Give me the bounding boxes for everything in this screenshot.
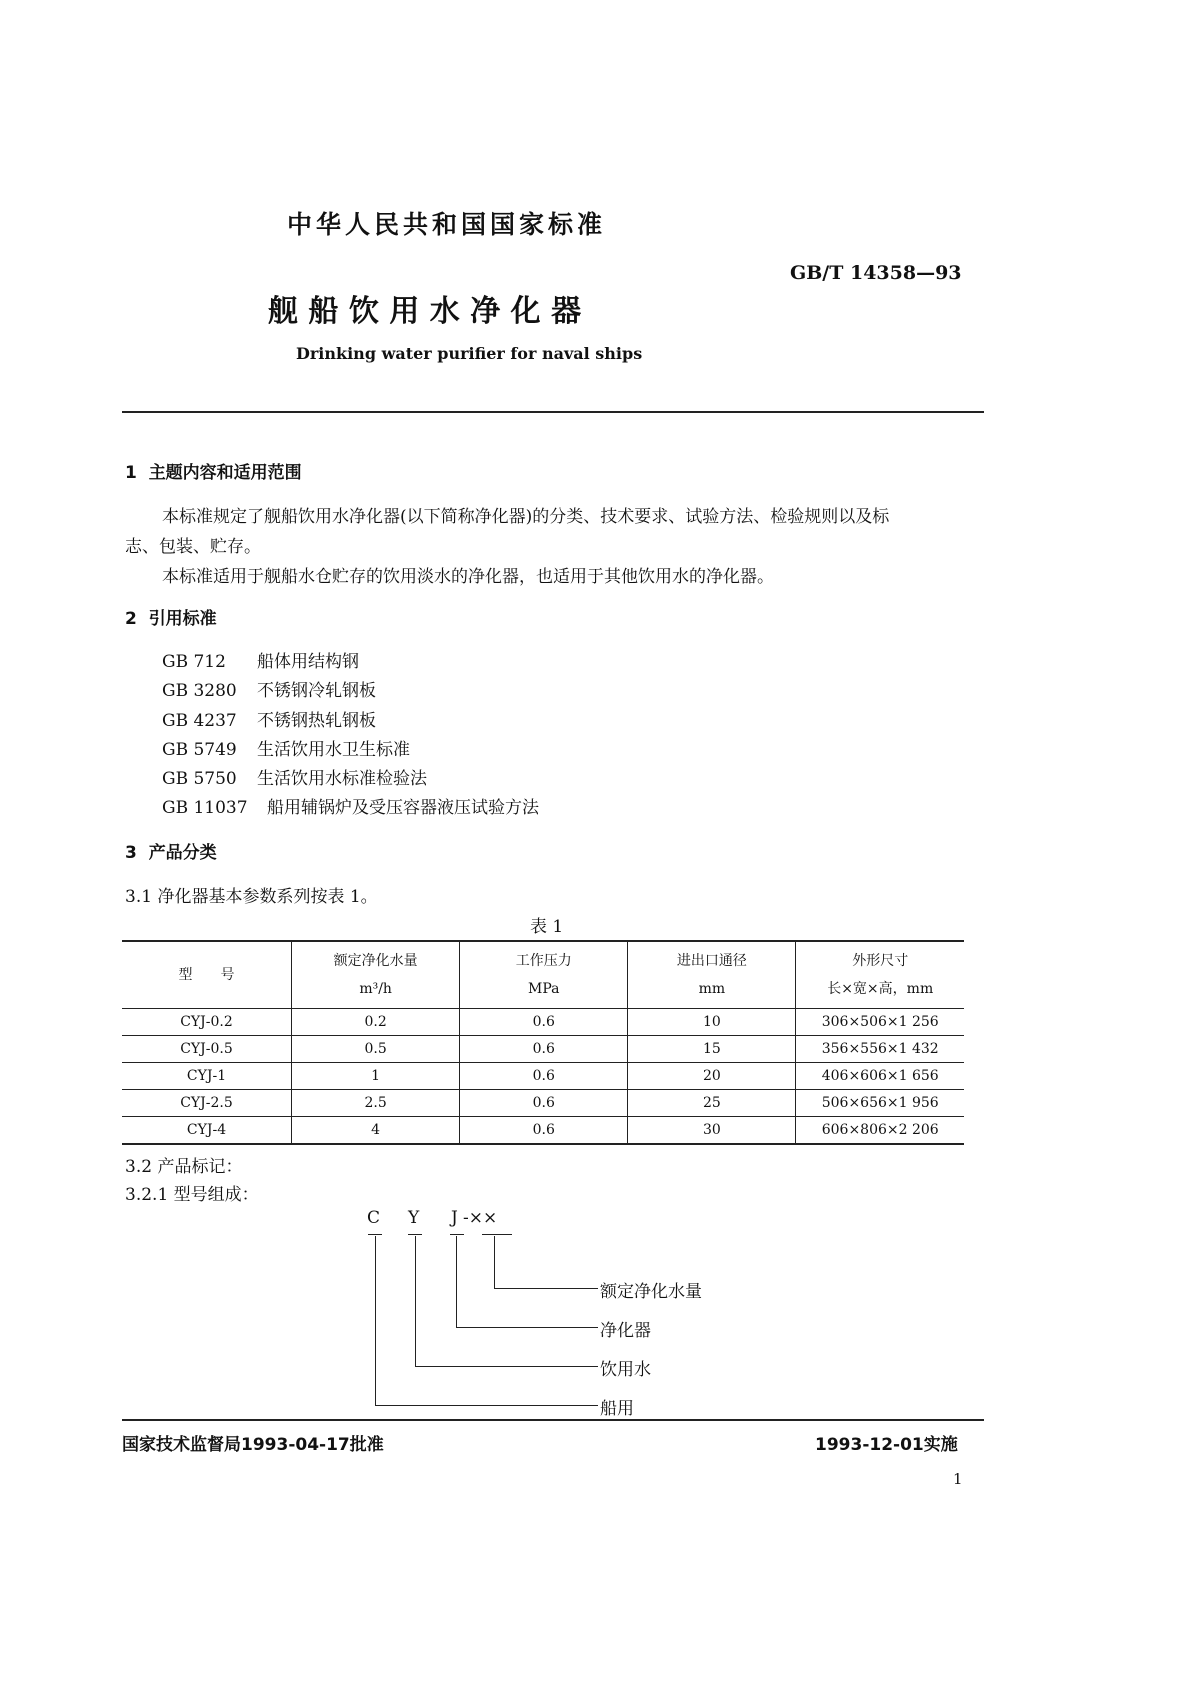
diagram-connector <box>415 1236 416 1366</box>
english-title: Drinking water purifier for naval ships <box>296 344 643 363</box>
table-cell: 606×806×2 206 <box>796 1117 964 1145</box>
table-header-row <box>122 941 964 1009</box>
clause-3-2: 3.2 产品标记： <box>125 1157 243 1177</box>
footer-divider <box>122 1419 984 1421</box>
section-1-heading <box>125 458 302 483</box>
reference-list <box>162 648 539 824</box>
table-cell: 306×506×1 256 <box>796 1009 964 1036</box>
diagram-connector <box>375 1405 598 1406</box>
reference-item <box>162 677 539 706</box>
section-title: 主题内容和适用范围 <box>148 463 302 483</box>
diagram-label: 饮用水 <box>600 1360 651 1380</box>
reference-item <box>162 794 539 823</box>
table-cell: 0.5 <box>292 1036 460 1063</box>
section-number: 2 <box>125 609 137 629</box>
table-cell: CYJ-4 <box>122 1117 292 1145</box>
reference-item <box>162 648 539 677</box>
diagram-connector <box>456 1327 598 1328</box>
approval-date: 国家技术监督局1993-04-17批准 <box>122 1435 384 1455</box>
column-header-unit: MPa <box>528 981 560 997</box>
table-cell: 0.6 <box>460 1063 628 1090</box>
column-header-label: 型 号 <box>178 967 235 983</box>
table-cell: 25 <box>628 1090 796 1117</box>
diagram-underline <box>482 1234 512 1235</box>
reference-item <box>162 736 539 765</box>
table-row <box>122 1117 964 1145</box>
diagram-connector <box>375 1236 376 1405</box>
table-cell: 1 <box>292 1063 460 1090</box>
table-cell: 10 <box>628 1009 796 1036</box>
section-title: 产品分类 <box>148 843 217 863</box>
table-row <box>122 1090 964 1117</box>
column-header <box>292 941 460 1009</box>
diagram-connector <box>494 1288 598 1289</box>
column-header-unit: 长×宽×高，mm <box>827 981 934 997</box>
page-number: 1 <box>953 1470 963 1488</box>
diagram-connector <box>494 1236 495 1288</box>
table-cell: 406×606×1 656 <box>796 1063 964 1090</box>
table-cell: 0.6 <box>460 1036 628 1063</box>
paragraph: 志、包装、贮存。 <box>125 537 261 557</box>
column-header <box>122 941 292 1009</box>
column-header-label: 额定净化水量 <box>333 953 418 969</box>
table-cell: CYJ-0.2 <box>122 1009 292 1036</box>
paragraph: 本标准适用于舰船水仓贮存的饮用淡水的净化器，也适用于其他饮用水的净化器。 <box>162 567 774 587</box>
table-cell: 30 <box>628 1117 796 1145</box>
table-row <box>122 1063 964 1090</box>
diagram-letter: J <box>451 1208 458 1228</box>
table-cell: 2.5 <box>292 1090 460 1117</box>
reference-name: 船用辅锅炉及受压容器液压试验方法 <box>267 798 539 819</box>
diagram-label: 船用 <box>600 1399 634 1419</box>
table-cell: 15 <box>628 1036 796 1063</box>
table-cell: 356×556×1 432 <box>796 1036 964 1063</box>
reference-name: 生活饮用水标准检验法 <box>257 769 427 790</box>
table-cell: CYJ-1 <box>122 1063 292 1090</box>
clause-3-1: 3.1 净化器基本参数系列按表 1。 <box>125 887 378 907</box>
column-header <box>796 941 964 1009</box>
paragraph: 本标准规定了舰船饮用水净化器(以下简称净化器)的分类、技术要求、试验方法、检验规则以及标 <box>162 507 890 527</box>
clause-3-2-1: 3.2.1 型号组成： <box>125 1185 259 1205</box>
diagram-connector <box>415 1366 598 1367</box>
table-cell: 4 <box>292 1117 460 1145</box>
section-3-heading <box>125 838 217 863</box>
section-number: 3 <box>125 843 137 863</box>
section-2-heading <box>125 604 217 629</box>
section-number: 1 <box>125 463 137 483</box>
diagram-underline <box>450 1234 464 1235</box>
reference-code: GB 3280 <box>162 681 237 702</box>
reference-name: 不锈钢热轧钢板 <box>257 710 376 731</box>
column-header <box>628 941 796 1009</box>
column-header-unit: m³/h <box>359 981 392 997</box>
table-caption: 表 1 <box>530 917 564 937</box>
reference-code: GB 5750 <box>162 769 237 790</box>
column-header-label: 外形尺寸 <box>852 953 909 969</box>
national-standard-heading: 中华人民共和国国家标准 <box>287 210 607 239</box>
column-header-unit: mm <box>698 981 726 997</box>
table-cell: 0.6 <box>460 1090 628 1117</box>
diagram-underline <box>368 1234 382 1235</box>
reference-name: 船体用结构钢 <box>257 652 359 672</box>
document-title: 舰 船 饮 用 水 净 化 器 <box>268 294 582 329</box>
table-row <box>122 1036 964 1063</box>
reference-code: GB 4237 <box>162 710 237 731</box>
diagram-letter: Y <box>408 1208 420 1228</box>
table-cell: 0.6 <box>460 1117 628 1145</box>
column-header <box>460 941 628 1009</box>
reference-name: 生活饮用水卫生标准 <box>257 739 410 760</box>
reference-code: GB 5749 <box>162 739 237 760</box>
table-cell: CYJ-2.5 <box>122 1090 292 1117</box>
reference-name: 不锈钢冷轧钢板 <box>257 681 376 702</box>
diagram-letter: C <box>367 1208 381 1228</box>
table-cell: CYJ-0.5 <box>122 1036 292 1063</box>
standard-code: GB/T 14358—93 <box>790 262 962 284</box>
table-cell: 20 <box>628 1063 796 1090</box>
diagram-letter: -×× <box>463 1208 498 1228</box>
section-title: 引用标准 <box>148 609 217 629</box>
column-header-label: 进出口通径 <box>676 953 747 969</box>
table-row <box>122 1009 964 1036</box>
diagram-label: 额定净化水量 <box>600 1282 702 1302</box>
column-header-label: 工作压力 <box>515 953 572 969</box>
diagram-underline <box>408 1234 422 1235</box>
diagram-label: 净化器 <box>600 1321 651 1341</box>
table-cell: 0.6 <box>460 1009 628 1036</box>
effective-date: 1993-12-01实施 <box>815 1435 958 1455</box>
header-divider <box>122 411 984 413</box>
parameter-table <box>122 940 964 1145</box>
table-cell: 0.2 <box>292 1009 460 1036</box>
reference-code: GB 712 <box>162 652 226 672</box>
reference-code: GB 11037 <box>162 798 248 819</box>
reference-item <box>162 765 539 794</box>
reference-item <box>162 707 539 736</box>
table-cell: 506×656×1 956 <box>796 1090 964 1117</box>
diagram-connector <box>456 1236 457 1327</box>
